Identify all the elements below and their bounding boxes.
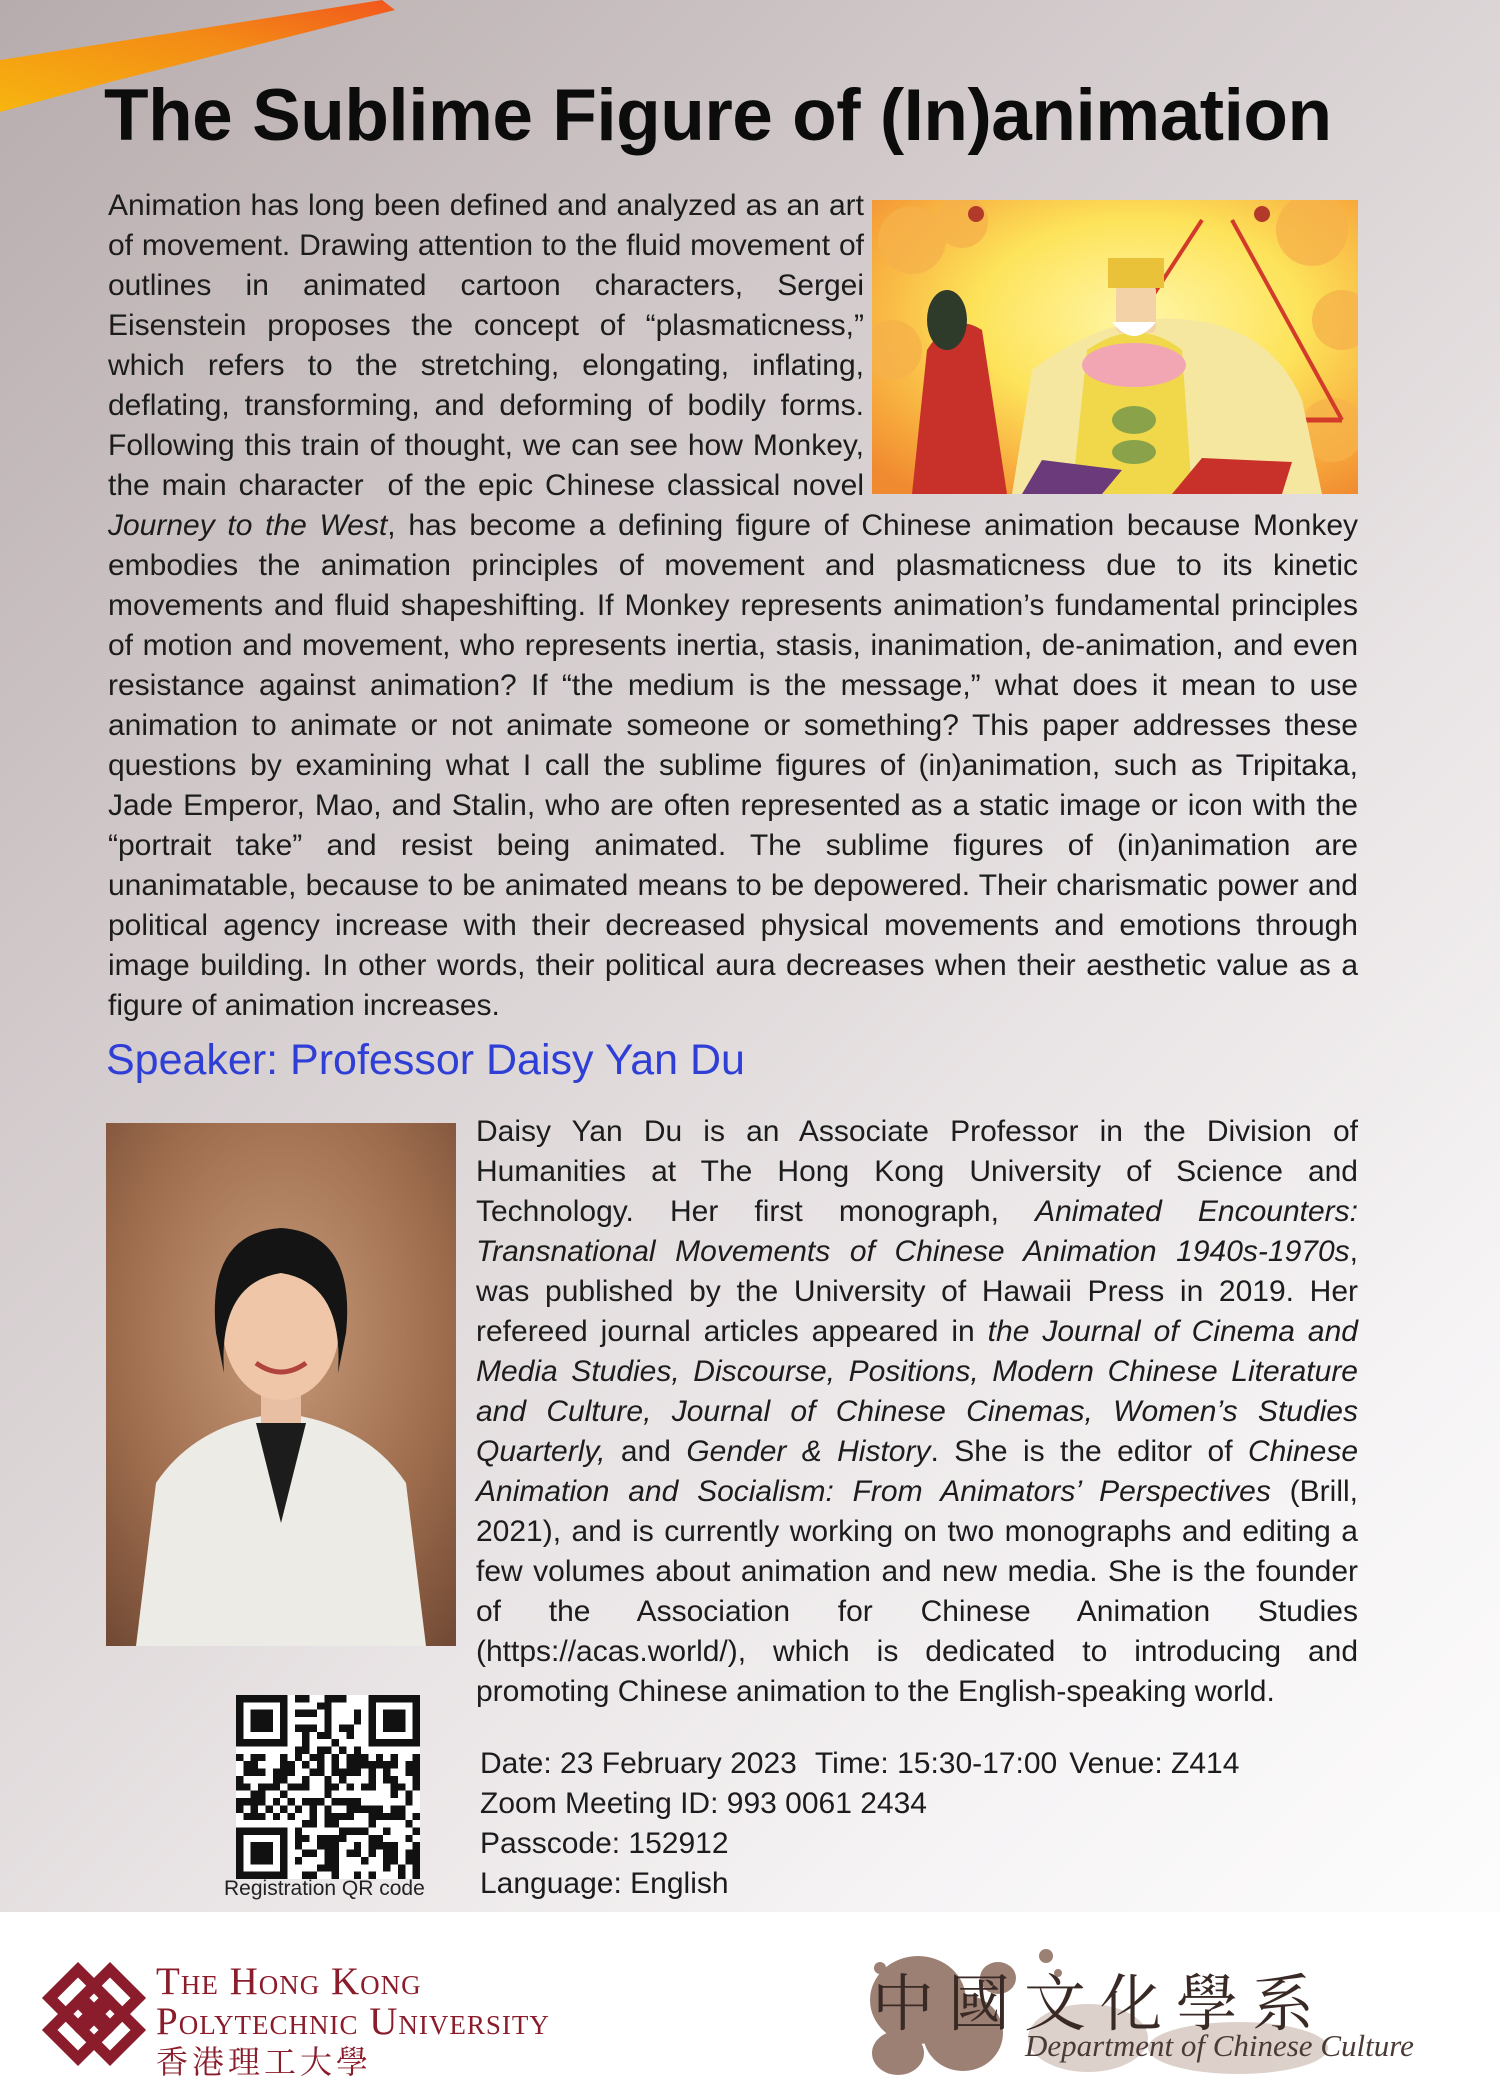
speaker-bio — [476, 1112, 1358, 1712]
event-time: Time: 15:30-17:00 — [814, 1747, 1058, 1780]
bio-journals: the Journal of Cinema and Media Studies, Discourse, Positions, Modern Chinese Literature and Culture, Journal of Chinese Cinemas, Women’s Studies Quarterly, — [476, 1315, 1358, 1468]
bio-edited-volume-title: Chinese Animation and Socialism: From Animators’ Perspectives — [476, 1435, 1359, 1508]
registration-qr-code[interactable] — [236, 1695, 420, 1879]
event-zoom-id: Zoom Meeting ID: 993 0061 2434 — [480, 1787, 927, 1820]
bio-text-4: . She is the editor of — [930, 1435, 1248, 1468]
polyu-logo-icon — [36, 1956, 152, 2072]
event-passcode: Passcode: 152912 — [480, 1827, 729, 1860]
bio-text-2: , was published by the University of Hawaii Press in 2019. Her refereed journal articles appeared in — [476, 1235, 1358, 1348]
speaker-portrait — [106, 1123, 456, 1646]
event-row-datetime — [480, 1744, 1239, 1784]
abstract-text-part-2: , has become a defining figure of Chinese animation because Monkey embodies the animation principles of movement and plasmaticness due to its kinetic movements and fluid shapeshifting. If Monkey represents animation’s fundamental principles of motion and movement, who represents inertia, stasis, inanimation, de-animation, and even resistance against animation? If “the medium is the message,” what does it mean to use animation to animate or not animate someone or something? This paper addresses these questions by examining what I call the sublime figures of (in)animation, such as Tripitaka, Jade Emperor, Mao, and Stalin, who are often represented as a static image or icon with the “portrait take” and resist being animated. The sublime figures of (in)animation are unanimatable, because to be animated means to be depowered. Their charismatic power and political agency increase with their decreased physical movements and emotions through image building. In other words, their political aura decreases when their aesthetic value as a figure of animation increases. — [108, 509, 1359, 1022]
abstract-book-title: Journey to the West — [108, 509, 388, 542]
polyu-chinese-name: 香港理工大學 — [156, 2044, 373, 2080]
monkey-animation-still-image — [872, 200, 1358, 494]
polyu-wordmark — [156, 1962, 550, 2082]
event-details — [480, 1744, 1239, 1904]
department-english-name: Department of Chinese Culture — [1025, 2028, 1414, 2063]
polyu-name-line-2: Polytechnic University — [156, 2000, 550, 2043]
bio-text-1: Daisy Yan Du is an Associate Professor in the Division of Humanities at The Hong Kong University of Science and Technology. Her first monograph, — [476, 1115, 1358, 1228]
qr-caption: Registration QR code — [224, 1877, 425, 1900]
event-venue: Venue: Z414 — [1069, 1747, 1240, 1780]
bio-text-3: and — [605, 1435, 687, 1468]
bio-monograph-title: Animated Encounters: Transnational Movements of Chinese Animation 1940s-1970s — [476, 1195, 1358, 1268]
event-language: Language: English — [480, 1867, 729, 1900]
abstract-text-part-1: Animation has long been defined and analyzed as an art of movement. Drawing attention to the fluid movement of outlines in animated cartoon characters, Sergei Eisenstein proposes the concept of “plasmaticness,” which refers to the stretching, elongating, inflating, deflating, transforming, and deforming of bodily forms. Following this train of thought, we can see how Monkey, the main character of the epic Chinese classical novel — [108, 189, 864, 502]
page-title: The Sublime Figure of (In)animation — [104, 75, 1332, 156]
polyu-name-line-1: The Hong Kong — [156, 1960, 422, 2003]
department-chinese-name: 中國文化學系 — [872, 1967, 1329, 2040]
abstract — [108, 186, 1358, 1026]
speaker-heading: Speaker: Professor Daisy Yan Du — [106, 1036, 745, 1084]
event-date: Date: 23 February 2023 — [480, 1747, 797, 1780]
bio-journal-gender-history: Gender & History — [686, 1435, 931, 1468]
bio-text-5: (Brill, 2021), and is currently working on two monographs and editing a few volumes about animation and new media. She is the founder of the Association for Chinese Animation Studies (https://acas.world/), which is dedicated to introducing and promoting Chinese animation to the English-speaking world. — [476, 1475, 1359, 1708]
